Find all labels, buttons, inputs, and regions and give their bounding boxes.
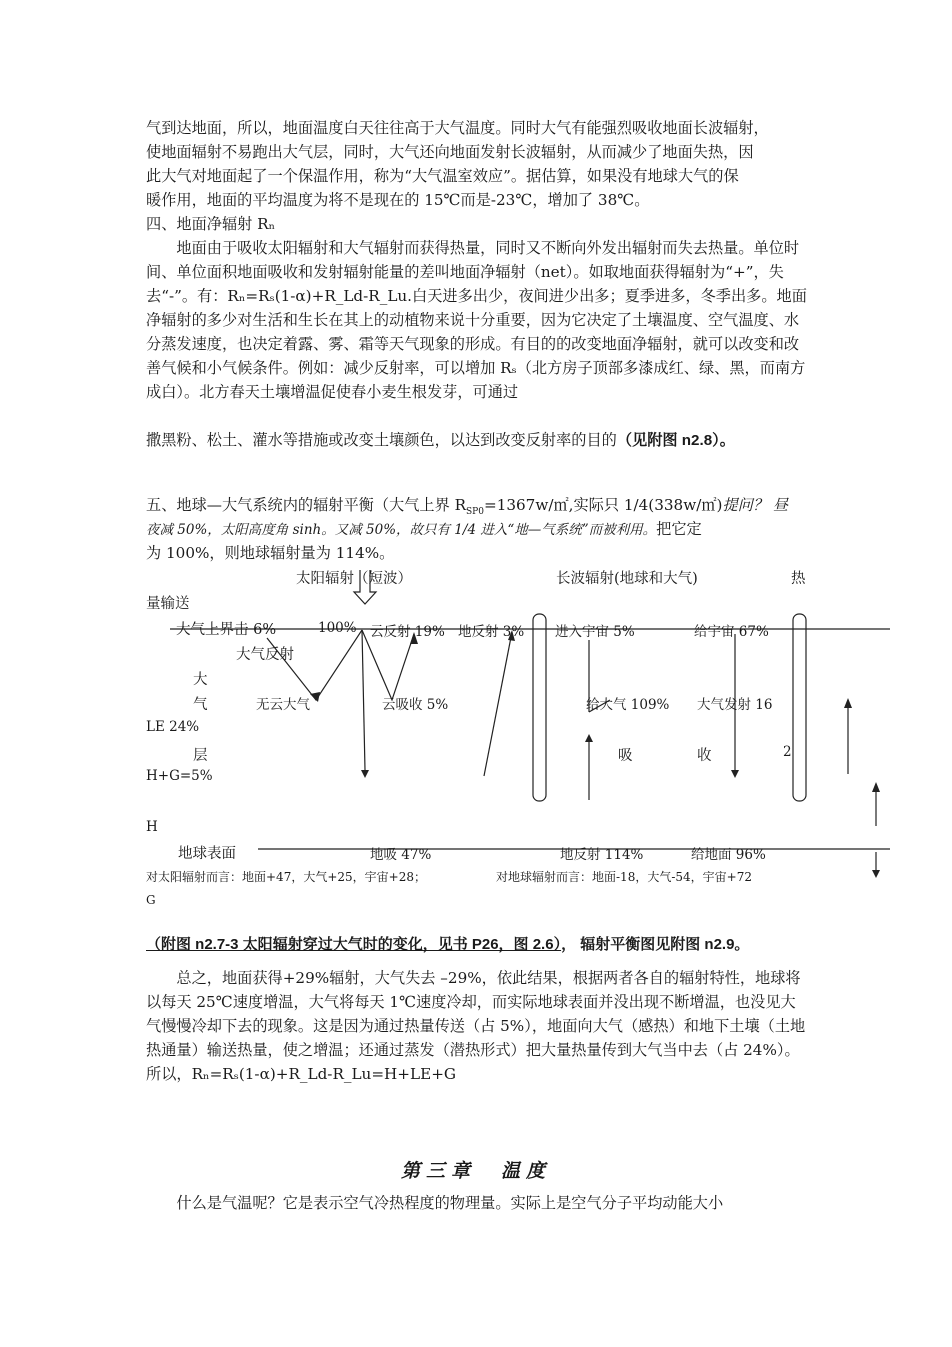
give-space-label: 给宇宙 67% bbox=[694, 624, 769, 640]
section5-line-3: 为 100%，则地球辐射量为 114%。 bbox=[146, 544, 395, 562]
cloud-reflect-label: 云反射 19% bbox=[370, 624, 445, 640]
give-space-arrowhead-icon bbox=[731, 770, 739, 778]
heat-up-arrowhead-1-icon bbox=[844, 698, 852, 708]
h-label: H bbox=[146, 819, 158, 835]
heat-label-2: 量输送 bbox=[146, 596, 190, 612]
hg-label: H+G=5% bbox=[146, 768, 213, 784]
final-line: 什么是气温呢？它是表示空气冷热程度的物理量。实际上是空气分子平均动能大小 bbox=[146, 1194, 724, 1212]
pill-right bbox=[793, 614, 806, 801]
two-label: 2 bbox=[783, 744, 792, 760]
cloud-down-line bbox=[362, 630, 365, 770]
section4-title: 四、地面净辐射 Rₙ bbox=[146, 215, 276, 233]
g-label: G bbox=[146, 893, 156, 907]
section5-line1-a: 五、地球—大气系统内的辐射平衡（大气上界 R bbox=[146, 496, 467, 514]
heat-up-arrowhead-2-icon bbox=[872, 782, 880, 792]
cloud-reflect-v bbox=[362, 630, 414, 700]
section5-line1-b: =1367w/㎡,实际只 1/4(338w/㎡) bbox=[483, 496, 723, 514]
summary-solar: 对太阳辐射而言：地面+47，大气+25，宇宙+28； bbox=[146, 870, 426, 884]
section4-figure-ref: （见附图 n2.8）。 bbox=[616, 432, 735, 449]
figure-caption bbox=[146, 933, 749, 954]
atm-qi-label: 气 bbox=[193, 697, 208, 713]
no-cloud-label: 无云大气 bbox=[256, 697, 310, 713]
absorb-xi-label: 吸 bbox=[618, 748, 633, 764]
upper-boundary-label: 大气上界击 6% bbox=[176, 622, 277, 638]
give-ground-label: 给地面 96% bbox=[691, 847, 766, 863]
intro-line-4: 暖作用，地面的平均温度为将不是现在的 15℃而是-23℃，增加了 38℃。 bbox=[146, 191, 650, 209]
ground-reflect-label: 地反射 3% bbox=[458, 624, 525, 640]
intro-line-3: 此大气对地面起了一个保温作用，称为“大气温室效应”。据估算，如果没有地球大气的保 bbox=[146, 167, 739, 185]
ground-reflect-114-label: 地反射 114% bbox=[560, 847, 644, 863]
pill-left bbox=[533, 614, 546, 801]
intro-line-2: 使地面辐射不易跑出大气层，同时，大气还向地面发射长波辐射，从而减少了地面失热，因 bbox=[146, 143, 754, 161]
section4-last-line-text: 撒黑粉、松土、灌水等措施或改变土壤颜色，以达到改变反射率的目的 bbox=[146, 431, 617, 449]
heat-down-arrowhead-icon bbox=[872, 870, 880, 878]
solar-label: 太阳辐射（短波） bbox=[296, 571, 412, 587]
longwave-label: 长波辐射(地球和大气) bbox=[556, 571, 698, 587]
hundred-label: 100% bbox=[318, 620, 357, 636]
absorb-up-arrowhead-icon bbox=[585, 734, 593, 742]
cloud-absorb-label: 云吸收 5% bbox=[382, 697, 449, 713]
to-space-label: 进入宇宙 5% bbox=[555, 624, 635, 640]
atm-emit-label: 大气发射 16 bbox=[697, 697, 773, 713]
conclusion-paragraph: 总之，地面获得+29%辐射，大气失去 –29%，依此结果，根据两者各自的辐射特性，地球将以每天 25℃速度增温，大气将每天 1℃速度冷却，而实际地球表面并没出现不断增温，也没见大气慢慢冷却下去的现象。这是因为通过热量传送（占 5%），地面向大气（感热）和地下土壤（土地热通量）输送热量，使之增温；还通过蒸发（潜热形式）把大量热量传到大气当中去（占 24%）。所以，Rₙ=Rₛ(1-α)+R_Ld-R_Lu=H+LE+G bbox=[146, 969, 806, 1083]
surface-label: 地球表面 bbox=[178, 846, 236, 862]
ground-absorb-label: 地吸 47% bbox=[370, 847, 432, 863]
section5-line2-a: 夜减 50%，太阳高度角 sinh。又减 50%，故只有 1/4 进入“地—气系统”而被利用。 bbox=[146, 522, 657, 538]
absorb-shou-label: 收 bbox=[697, 748, 712, 764]
caption-rest: ， 辐射平衡图见附图 n2.9。 bbox=[561, 936, 750, 953]
section5-line2-b: 把它定 bbox=[656, 520, 702, 538]
section4-paragraph: 地面由于吸收太阳辐射和大气辐射而获得热量，同时又不断向外发出辐射而失去热量。单位时间、单位面积地面吸收和发射辐射能量的差叫地面净辐射（net）。如取地面获得辐射为“+”，失去“-”。有：Rₙ=Rₛ(1-α)+R_Ld-R_Lu.白天进多出少，夜间进少出多；夏季进多，冬季出多。地面净辐射的多少对生活和生长在其上的动植物来说十分重要，因为它决定了土壤温度、空气温度、水分蒸发速度，也决定着露、雾、霜等天气现象的形成。有目的的改变地面净辐射，就可以改变和改善气候和小气候条件。例如：减少反射率，可以增加 Rₛ（北方房子顶部多漆成红、绿、黑，而南方成白）。北方春天土壤增温促使春小麦生根发芽，可通过 bbox=[146, 239, 807, 401]
cloud-down-arrowhead-icon bbox=[361, 770, 369, 778]
atm-ceng-label: 层 bbox=[193, 748, 208, 764]
le-label: LE 24% bbox=[146, 719, 200, 735]
atm-da-label: 大 bbox=[193, 672, 208, 688]
section5-line1-sub: SP0 bbox=[466, 507, 484, 518]
caption-underlined: （附图 n2.7-3 太阳辐射穿过大气时的变化，见书 P26，图 2.6） bbox=[146, 936, 562, 953]
intro-line-1: 气到达地面，所以，地面温度白天往往高于大气温度。同时大气有能强烈吸收地面长波辐射， bbox=[146, 119, 769, 137]
ground-reflect-line bbox=[484, 632, 512, 776]
chapter-title: 第三章 温度 bbox=[400, 1160, 551, 1182]
section5-line1-c: 提问？ 昼 bbox=[722, 496, 789, 514]
atm-reflect-v bbox=[267, 630, 362, 700]
heat-label-1: 热 bbox=[791, 571, 806, 587]
summary-earth: 对地球辐射而言：地面-18，大气-54，宇宙+72 bbox=[496, 870, 752, 884]
atm-reflect-label: 大气反射 bbox=[236, 647, 294, 663]
give-atm-label: 给大气 109% bbox=[586, 697, 670, 713]
